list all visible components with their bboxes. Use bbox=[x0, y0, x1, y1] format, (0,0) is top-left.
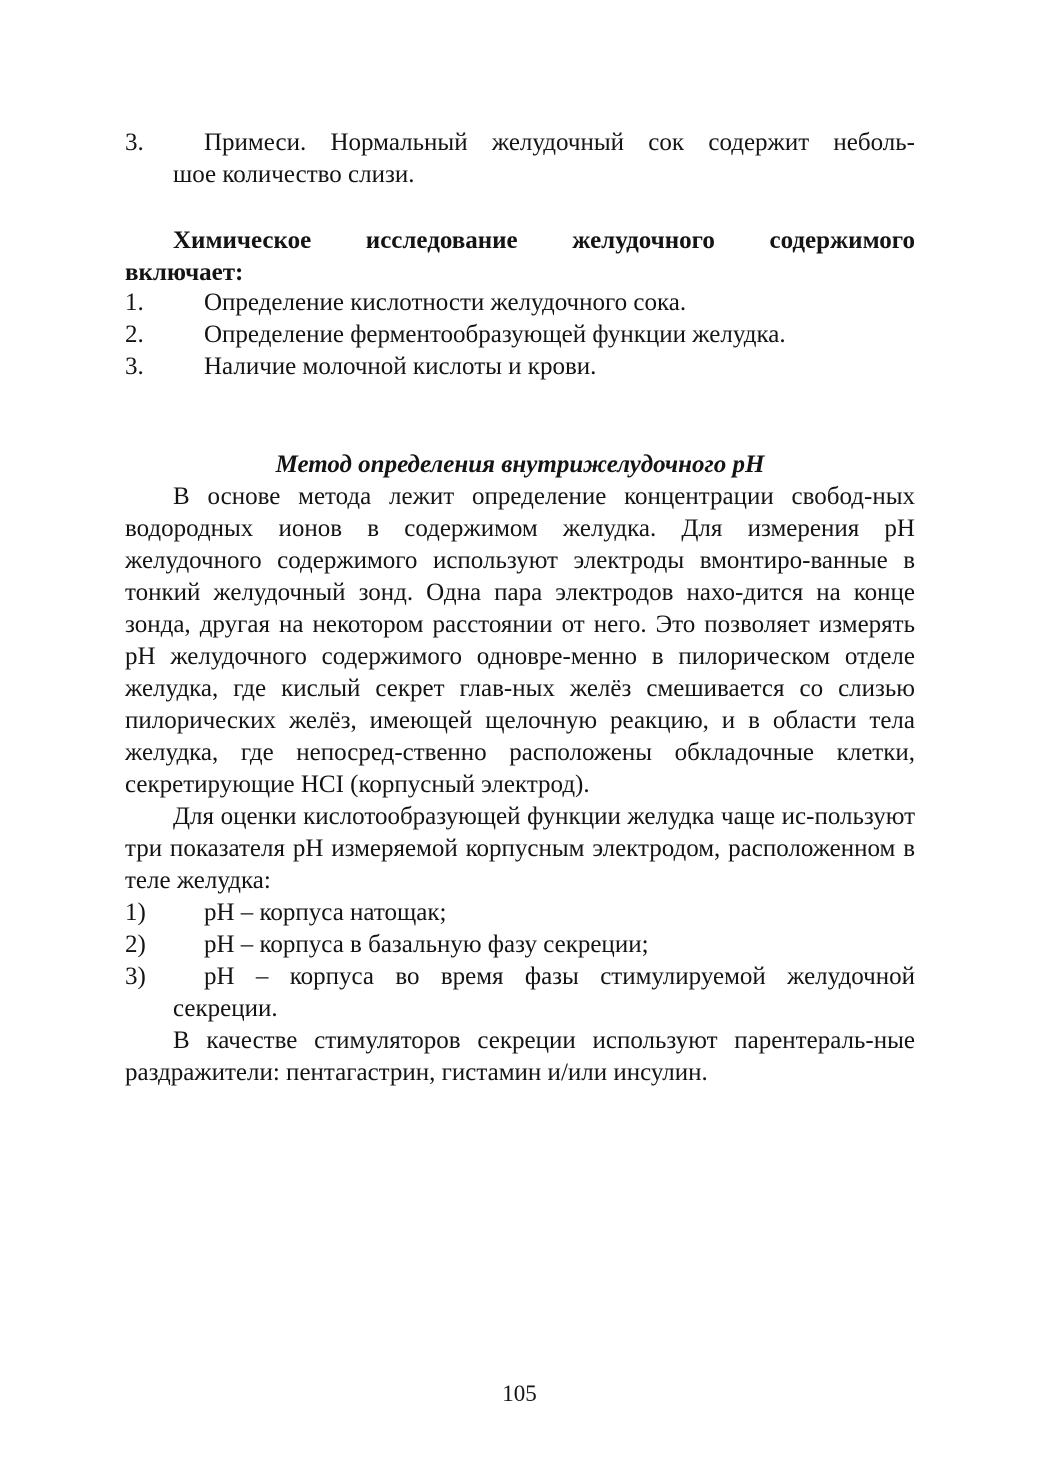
list-item-number: 1. bbox=[125, 289, 144, 316]
section-heading: Метод определения внутрижелудочного pH bbox=[275, 451, 765, 478]
chem-heading-line2: включает: bbox=[125, 259, 244, 286]
paragraph: Для оценки кислотообразующей функции желудка чаще ис-пользуют три показателя pH измеряемой корпусным электродом, расположенном в теле желудка: bbox=[125, 803, 915, 894]
list-item bbox=[125, 351, 915, 383]
list-item-text: pH – корпуса натощак; bbox=[204, 899, 447, 926]
list-item bbox=[125, 319, 915, 351]
list-item-text: Наличие молочной кислоты и крови. bbox=[204, 353, 597, 380]
body-text bbox=[125, 481, 915, 1089]
list-item-number: 3. bbox=[125, 353, 144, 380]
page-number: 105 bbox=[502, 1381, 537, 1406]
method-heading-block bbox=[125, 449, 915, 481]
list-item-number: 1) bbox=[125, 899, 146, 926]
list-item-number: 2) bbox=[125, 931, 146, 958]
list-item bbox=[125, 127, 915, 159]
paragraph: В качестве стимуляторов секреции используют парентераль-ные раздражители: пентагастрин, гистамин и/или инсулин. bbox=[125, 1027, 915, 1086]
list-item-text: Определение кислотности желудочного сока. bbox=[204, 289, 687, 316]
list-item-number: 3. bbox=[125, 129, 144, 156]
list-item-number: 3) bbox=[125, 963, 146, 990]
top-list bbox=[125, 127, 915, 191]
chem-heading-line1: Химическое исследование желудочного содержимого bbox=[173, 227, 915, 254]
list-item-continuation: шое количество слизи. bbox=[173, 161, 415, 188]
paragraph: В основе метода лежит определение концентрации свобод-ных водородных ионов в содержимом желудка. Для измерения pH желудочного содержимого используют электроды вмонтиро-ванные в тонкий желудочный зонд. Одна пара электродов нахо-дится на конце зонда, другая на некотором расстоянии от него. Это позволяет измерять pH желудочного содержимого одновре-менно в пилорическом отделе желудка, где кислый секрет глав-ных желёз смешивается со слизью пилорических желёз, имеющей щелочную реакцию, и в области тела желудка, где непосред-ственно расположены обкладочные клетки, секретирующие HCI (корпусный электрод). bbox=[125, 483, 915, 798]
list-item bbox=[125, 961, 915, 993]
list-item-text: Определение ферментообразующей функции желудка. bbox=[204, 321, 786, 348]
list-item-text: pH – корпуса во время фазы стимулируемой желудочной bbox=[204, 963, 915, 990]
list-item bbox=[125, 929, 915, 961]
list-item-text: Примеси. Нормальный желудочный сок содержит неболь- bbox=[204, 129, 915, 156]
list-item-text: pH – корпуса в базальную фазу секреции; bbox=[204, 931, 649, 958]
list-item bbox=[125, 287, 915, 319]
list-item-continuation: секреции. bbox=[173, 995, 278, 1022]
list-item bbox=[125, 897, 915, 929]
list-item-number: 2. bbox=[125, 321, 144, 348]
chem-heading bbox=[125, 225, 915, 289]
chem-list bbox=[125, 287, 915, 383]
